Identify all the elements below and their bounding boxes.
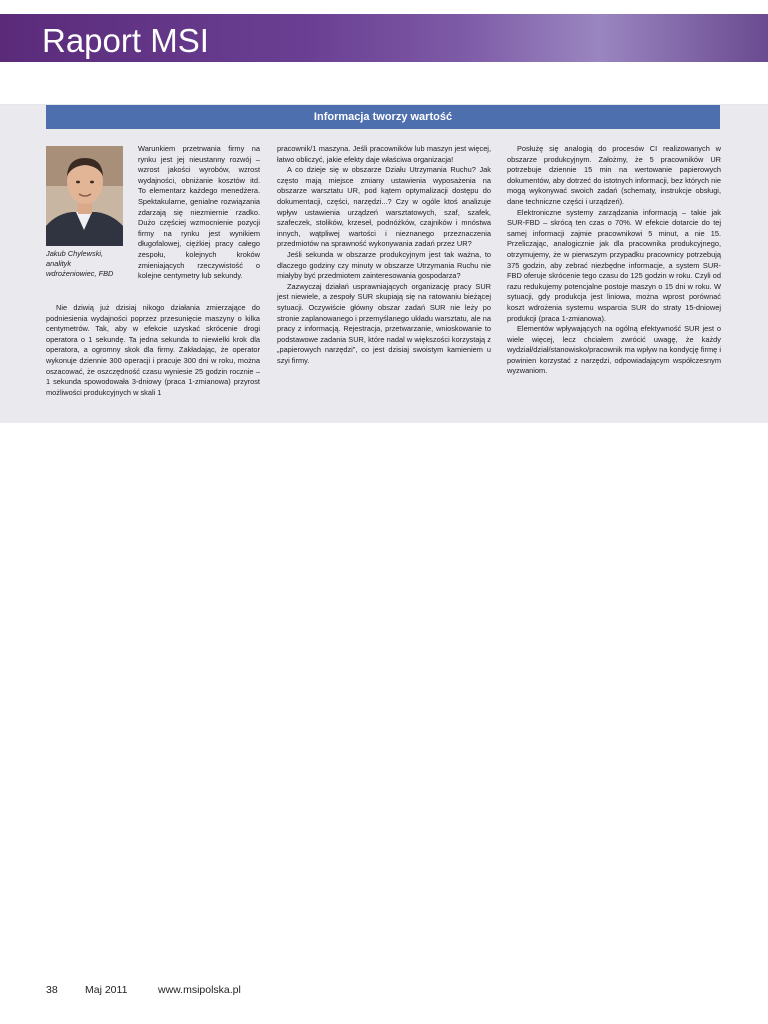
- paragraph: Nie dziwią już dzisiaj nikogo działania zmierzające do podniesienia wydajności poprzez przesunięcie maszyny o kilka centymetrów. Tak, aby w efekcie uzyskać skrócenie drogi operatora o 1 sekundę. Ta jedna sekunda to niewielki krok dla operatora, a ogromny skok dla firmy. Zakładając, że operator wykonuje dziennie 300 operacji i pracuje 300 dni w roku, można oszacować, że oszczędność czasu wyniesie 25 godzin rocznie – 1 sekunda spowodowała 3-dniowy (praca 1-zmianowa) przyrost możliwości produkcyjnych w skali 1: [46, 303, 260, 397]
- paragraph: A co dzieje się w obszarze Działu Utrzymania Ruchu? Jak często mają miejsce zmiany ustawienia wyposażenia na obszarze warsztatu UR, pod kątem optymalizacji dostępu do dokumentacji, części, narzędzi...? Czy w ogóle ktoś analizuje wpływ ustawienia urządzeń warsztatowych, szaf, szafek, szafeczek, stolików, krzeseł, podnóżków, czajników i mnóstwa innych, wątpliwej wartości i nieznanego przeznaczenia przedmiotów na sprawność wykonywania zadań przez UR?: [277, 165, 491, 249]
- photo-caption: [46, 249, 126, 279]
- paragraph: Warunkiem przetrwania firmy na rynku jest jej nieustanny rozwój – wzrost jakości wyrobów, wzrost wydajności, obniżanie kosztów itd. To elementarz każdego menedżera. Spektakularne, genialne rozwiązania zdarzają się niezmiernie rzadko. Dużo częściej wzmocnienie pozycji firmy na rynku jest wynikiem długofalowej, ciężkiej pracy całego zespołu, kolejnych kroków zmieniających rzeczywistość o kolejne centymetry lub sekundy.: [138, 144, 260, 281]
- author-company: wdrożeniowiec, FBD: [46, 269, 114, 278]
- paragraph: Elementów wpływających na ogólną efektywność SUR jest o wiele więcej, lecz chciałem zwrócić uwagę, że każdy wydział/dział/stanowisko/pracownik ma wpływ na kondycję firmę i powinien korzystać z narzędzi, odpowiadającym współczesnym wyzwaniom.: [507, 324, 721, 376]
- article-title: Informacja tworzy wartość: [313, 111, 453, 123]
- paragraph: pracownik/1 maszyna. Jeśli pracowników lub maszyn jest więcej, łatwo obliczyć, jakie efekty daje właściwa organizacja!: [277, 144, 491, 164]
- column-1-bottom: [46, 303, 260, 398]
- paragraph: Zazwyczaj działań usprawniających organizację pracy SUR jest niewiele, a zespoły SUR skupiają się na ratowaniu bieżącej sytuacji. Oczywiście główny obszar zadań SUR nie leży po stronie zaplanowanego i przemyślanego układu warsztatu, ale na pracy z informacją. Rejestracja, przetwarzanie, wnioskowanie to podstawowe zadania SUR, które nadal w większości korzystają z „papierowych narzędzi”, co jest dzisiaj swoistym kamieniem u szyi firmy.: [277, 281, 491, 365]
- page-number: 38: [46, 984, 58, 996]
- website-link[interactable]: www.msipolska.pl: [158, 984, 241, 996]
- paragraph: Jeśli sekunda w obszarze produkcyjnym jest tak ważna, to dlaczego godziny czy minuty w obszarze Utrzymania Ruchu nie miałyby być przedmiotem zainteresowania gospodarza?: [277, 249, 491, 281]
- article-banner: [46, 105, 720, 129]
- paragraph: Posłużę się analogią do procesów CI realizowanych w obszarze produkcyjnym. Założmy, że 5 pracowników UR potrzebuje dziennie 15 min na wertowanie papierowych dokumentów, aby dotrzeć do istotnych informacji, bez których nie mogą wykonywać swoich zadań (schematy, instrukcje obsługi, dane techniczne części i urządzeń).: [507, 144, 721, 206]
- issue-date: Maj 2011: [85, 984, 128, 996]
- paragraph: Elektroniczne systemy zarządzania informacją – takie jak SUR-FBD – skrócą ten czas o 70%. W efekcie dotarcie do tej samej informacji zajmie pracownikowi 5 minut, a nie 15. Przeliczając, analogicznie jak dla pracownika produkcyjnego, otrzymujemy, że w pierwszym przypadku pracownicy potrzebują 375 godzin, aby zebrać niezbędne informacje, a system SUR-FBD oferuje skrócenie tego czasu do 125 godzin w roku. Czyli od razu redukujemy potencjalne postoje maszyn o 15 dni w roku. W sytuacji, gdy produkcja jest liniowa, można wprost porównać koszt wdrożenia systemu wsparcia SUR do straty 15-dniowej produkcji (praca 1-zmianowa).: [507, 207, 721, 323]
- column-3: [507, 144, 721, 377]
- magazine-title: Raport MSI: [42, 22, 209, 59]
- author-photo: [46, 146, 123, 246]
- column-2: [277, 144, 491, 366]
- column-1-top: [138, 144, 260, 282]
- magazine-header: [0, 14, 768, 62]
- author-name: Jakub Chylewski,: [46, 249, 104, 258]
- author-role: analityk: [46, 259, 72, 268]
